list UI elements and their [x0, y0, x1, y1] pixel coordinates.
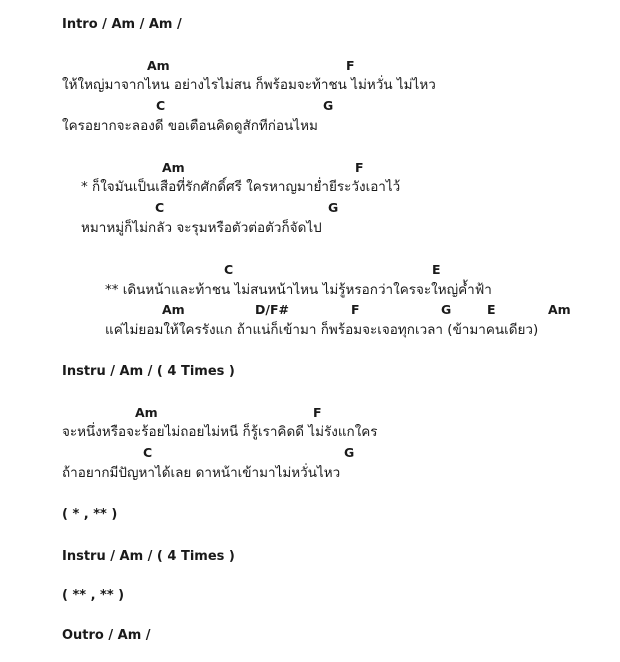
chord: Am: [135, 405, 158, 420]
chord: G: [328, 200, 339, 215]
chord: E: [487, 302, 496, 317]
repeat-line: ( ** , ** ): [62, 588, 125, 603]
chord: C: [155, 200, 165, 215]
chord: F: [355, 160, 364, 175]
lyric-line: ให้ใหญ่มาจากไหน อย่างไรไม่สน ก็พร้อมจะท้าชน ไม่หวั่น ไม่ไหว: [62, 77, 436, 93]
chord: F: [313, 405, 322, 420]
chord: F: [351, 302, 360, 317]
chord: G: [323, 98, 334, 113]
chord: Am: [147, 58, 170, 73]
chord: E: [432, 262, 441, 277]
chord: D/F#: [255, 302, 289, 317]
instru-line: Instru / Am / ( 4 Times ): [62, 549, 235, 564]
chord: G: [344, 445, 355, 460]
lyric-line: ถ้าอยากมีปัญหาได้เลย ดาหน้าเข้ามาไม่หวั่นไหว: [62, 465, 341, 481]
lyric-line: * ก็ใจมันเป็นเสือที่รักศักดิ์ศรี ใครหาญมาย่ำยีระวังเอาไว้: [81, 179, 401, 195]
repeat-line: ( * , ** ): [62, 507, 118, 522]
intro-line: Intro / Am / Am /: [62, 17, 182, 32]
chord: G: [441, 302, 452, 317]
instru-line: Instru / Am / ( 4 Times ): [62, 364, 235, 379]
lyric-line: จะหนึ่งหรือจะร้อยไม่ถอยไม่หนี ก็รู้เราคิดดี ไม่รังแกใคร: [62, 424, 378, 440]
chord: C: [224, 262, 234, 277]
lyric-line: ใครอยากจะลองดี ขอเตือนคิดดูสักทีก่อนไหม: [62, 118, 318, 134]
chord: C: [143, 445, 153, 460]
lyric-line: ** เดินหน้าและท้าชน ไม่สนหน้าไหน ไม่รู้หรอกว่าใครจะใหญ่ค้ำฟ้า: [105, 282, 492, 298]
lyric-line: หมาหมู่ก็ไม่กลัว จะรุมหรือตัวต่อตัวก็จัดไป: [81, 220, 322, 236]
chord: C: [156, 98, 166, 113]
chord: Am: [548, 302, 571, 317]
chord: F: [346, 58, 355, 73]
chord: Am: [162, 160, 185, 175]
chord: Am: [162, 302, 185, 317]
lyric-line: แค่ไม่ยอมให้ใครรังแก ถ้าแน่ก็เข้ามา ก็พร้อมจะเจอทุกเวลา (ข้ามาคนเดียว): [105, 322, 539, 338]
outro-line: Outro / Am /: [62, 628, 151, 643]
